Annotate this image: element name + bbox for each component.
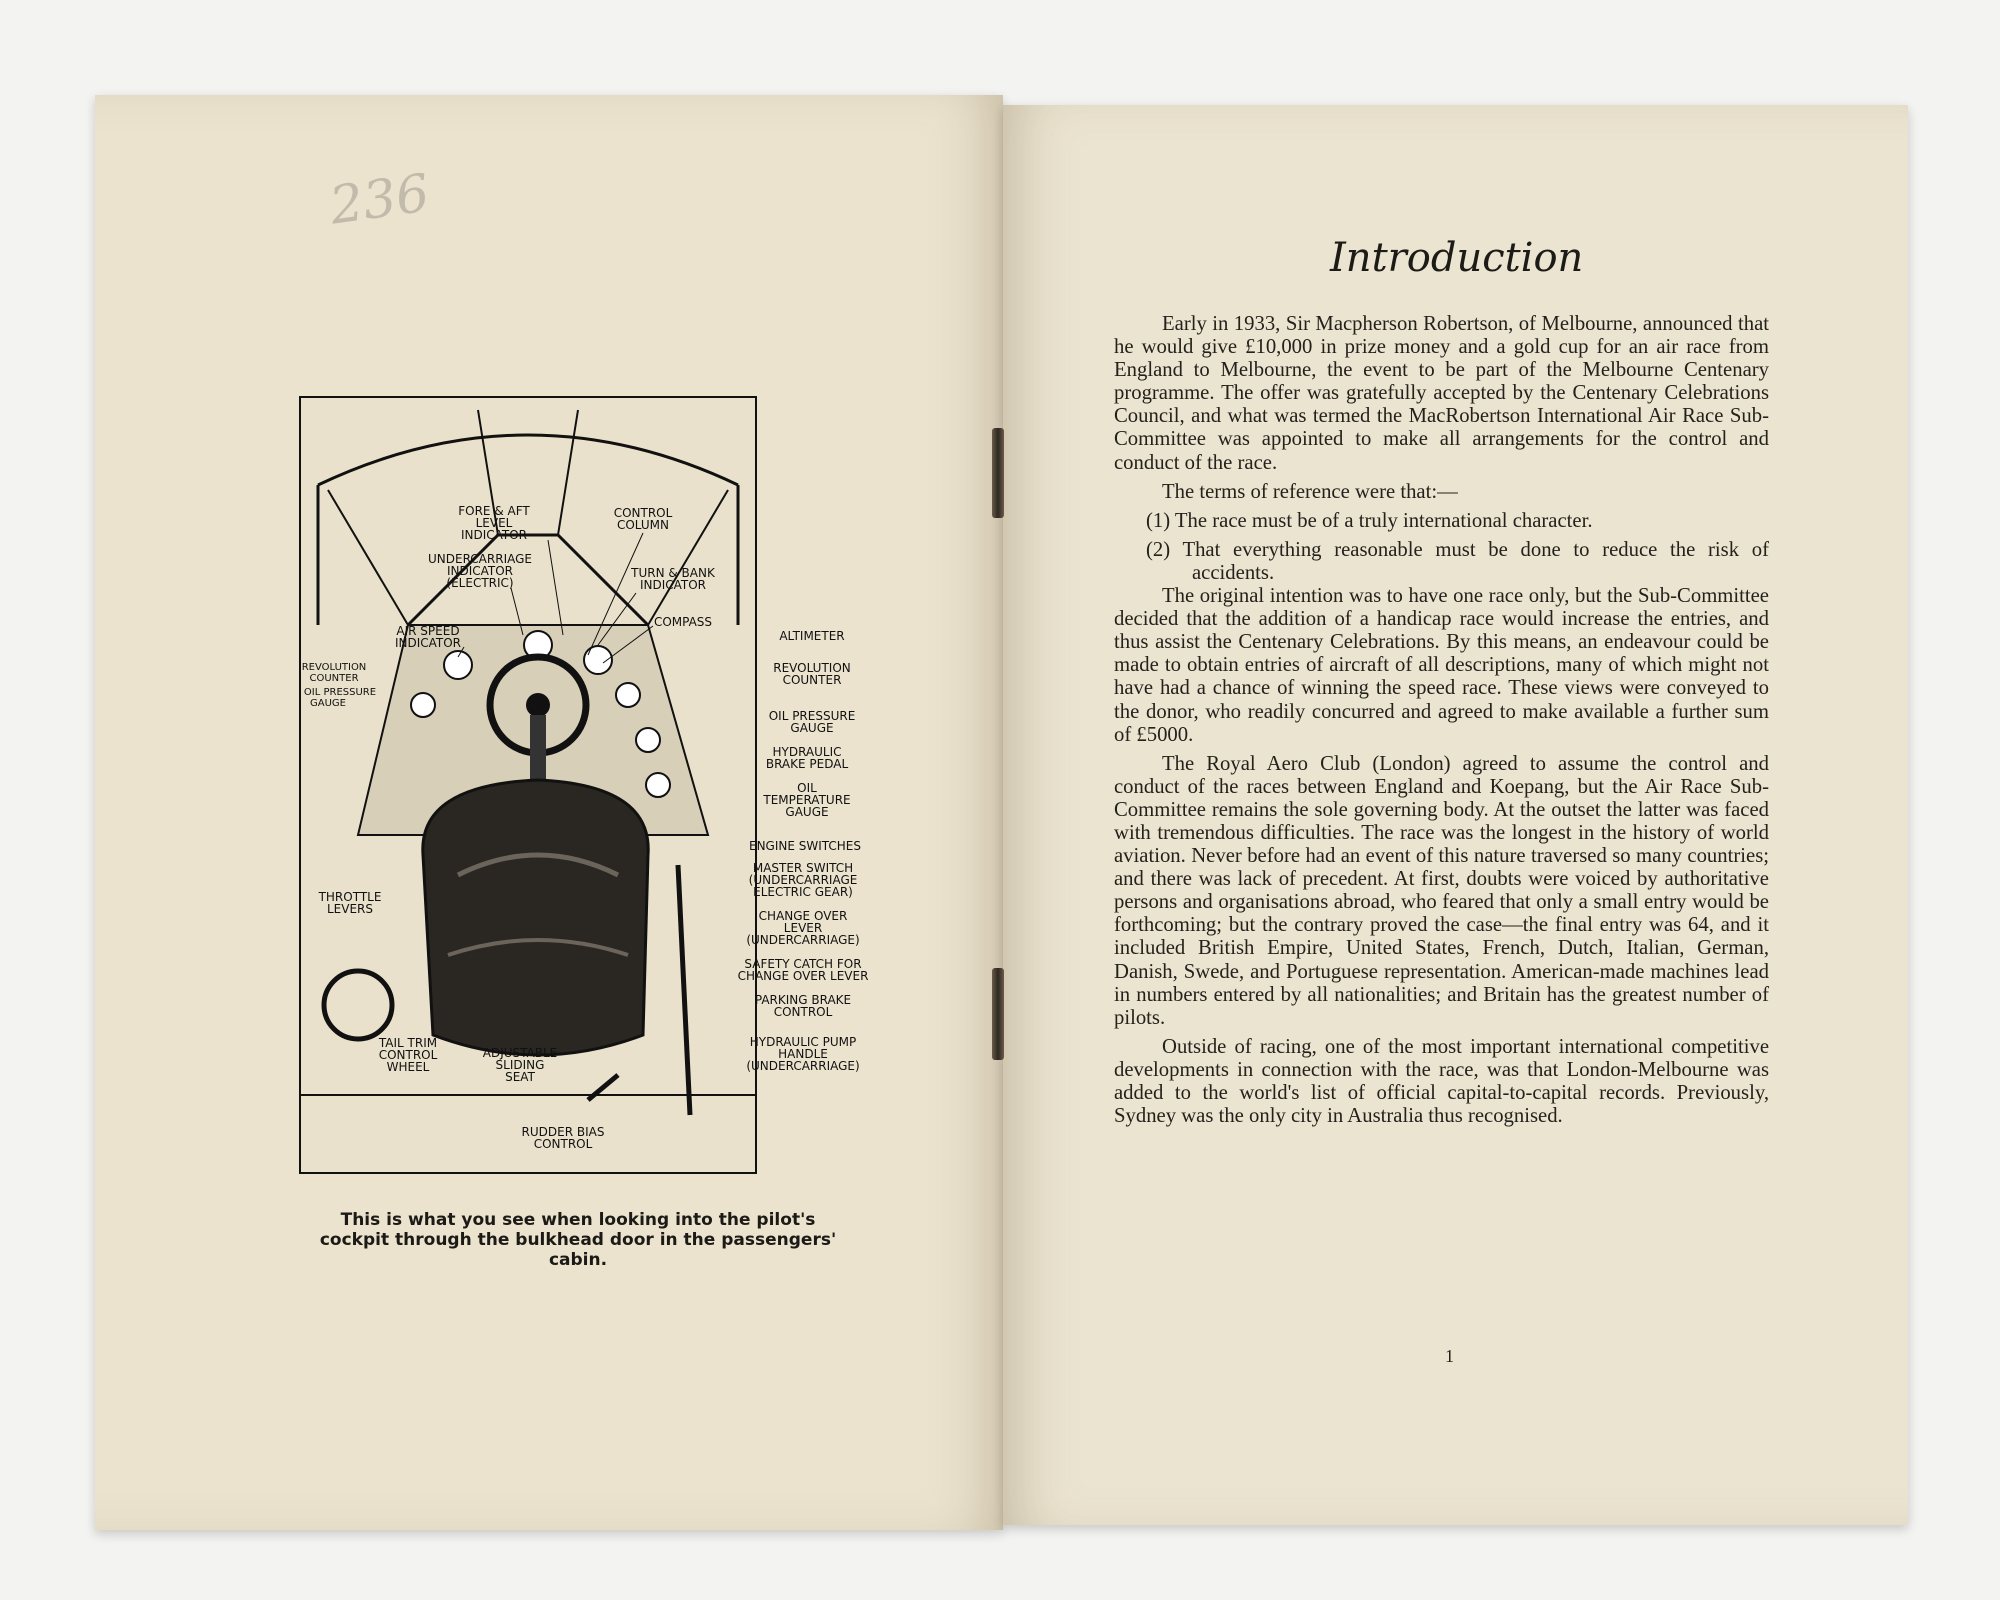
pencil-annotation: 236 <box>326 163 433 237</box>
fig-label: WHEEL <box>386 1060 430 1074</box>
fig-label: ELECTRIC GEAR) <box>753 885 853 899</box>
list-item: (2) That everything reasonable must be done to reduce the risk of accidents. <box>1146 538 1769 584</box>
fig-label: BRAKE PEDAL <box>765 757 849 771</box>
fig-label: FORE & AFT <box>458 504 530 518</box>
fig-label: LEVER <box>783 921 823 935</box>
fig-label: ENGINE SWITCHES <box>748 839 862 853</box>
paragraph: The Royal Aero Club (London) agreed to assume the control and conduct of the races between England and Koepang, but the Air Race Sub-Committee remains the sole governing body. At the outset the latter was faced with tremendous difficulties. The race was the longest in the history of world aviation. Never before had an event of this nature traversed so many countries; and there was lack of precedent. At first, doubts were voiced by authoritative persons and organisations abroad, who feared that only a small entry would be forthcoming; but the contrary proved the case—the final entry was 64, and it included British Empire, United States, French, Dutch, Italian, German, Danish, Swede, and Portuguese representation. American-made machines lead in numbers entered by all nationalities; and Britain has the greatest number of pilots. <box>1114 752 1769 1029</box>
fig-label: ADJUSTABLE <box>482 1046 558 1060</box>
fig-label: SEAT <box>505 1070 535 1084</box>
fig-label: COUNTER <box>309 673 359 684</box>
fig-label: CONTROL <box>613 506 673 520</box>
fig-label: CONTROL <box>773 1005 833 1019</box>
fig-label: CHANGE OVER <box>758 909 848 923</box>
fig-label: GAUGE <box>785 805 829 819</box>
fig-label: RUDDER BIAS <box>521 1125 605 1139</box>
fig-label: MASTER SWITCH <box>752 861 854 875</box>
fig-label: LEVERS <box>326 902 374 916</box>
page-number: 1 <box>1445 1346 1454 1366</box>
staple-bottom <box>992 968 1004 1060</box>
fig-label: CHANGE OVER LEVER <box>737 969 869 983</box>
paragraph: The terms of reference were that:— <box>1162 480 1458 503</box>
fig-label: TAIL TRIM <box>378 1036 438 1050</box>
fig-label: (UNDERCARRIAGE <box>748 873 858 887</box>
fig-label: OIL PRESSURE <box>303 687 377 698</box>
fig-label: OIL PRESSURE <box>768 709 856 723</box>
caption-line: cabin. <box>548 1250 608 1270</box>
fig-label: THROTTLE <box>318 890 382 904</box>
fig-label: INDICATOR <box>394 636 462 650</box>
fig-label: LEVEL <box>475 516 513 530</box>
fig-label: INDICATOR <box>639 578 707 592</box>
fig-label: (UNDERCARRIAGE) <box>746 933 860 947</box>
fig-label: COLUMN <box>616 518 670 532</box>
fig-label: CONTROL <box>378 1048 438 1062</box>
fig-label: (UNDERCARRIAGE) <box>746 1059 860 1073</box>
fig-label: COUNTER <box>782 673 842 687</box>
fig-label: TEMPERATURE <box>763 793 851 807</box>
fig-label: OIL <box>797 781 817 795</box>
caption-line: This is what you see when looking into the pilot's <box>340 1210 816 1230</box>
fig-label: HANDLE <box>778 1047 828 1061</box>
list-item: (1) The race must be of a truly international character. <box>1146 509 1593 532</box>
fig-label: SAFETY CATCH FOR <box>744 957 862 971</box>
fig-label: HYDRAULIC PUMP <box>749 1035 857 1049</box>
fig-label: TURN & BANK <box>631 566 715 580</box>
paragraph: The original intention was to have one race only, but the Sub-Committee decided that the addition of a handicap race would increase the entries, and thus assist the Centenary Celebrations. By this means, an endeavour could be made to obtain entries of aircraft of all descriptions, many of which might not have had a chance of winning the speed race. These views were conveyed to the donor, who readily concurred and agreed to make available a further sum of £5000. <box>1114 585 1769 746</box>
paragraph: Outside of racing, one of the most important international competitive developments in connection with the race, was that London-Melbourne was added to the world's list of official capital-to-capital records. Previously, Sydney was the only city in Australia thus recognised. <box>1114 1035 1769 1128</box>
caption-line: cockpit through the bulkhead door in the passengers' <box>319 1230 837 1250</box>
fig-label: REVOLUTION <box>301 662 367 673</box>
introduction-text <box>1114 313 1769 1128</box>
fig-label: INDICATOR <box>460 528 528 542</box>
fig-label: PARKING BRAKE <box>754 993 852 1007</box>
fig-label: GAUGE <box>790 721 834 735</box>
paragraph: Early in 1933, Sir Macpherson Robertson, of Melbourne, announced that he would give £10,000 in prize money and a gold cup for an air race from England to Melbourne, the event to be part of the Melbourne Centenary programme. The offer was gratefully accepted by the Centenary Celebrations Council, and what was termed the MacRobertson International Air Race Sub-Committee was appointed to make all arrangements for the control and conduct of the race. <box>1114 313 1769 474</box>
cockpit-labels-right <box>735 600 885 1120</box>
fig-label: COMPASS <box>653 615 713 629</box>
fig-label: UNDERCARRIAGE <box>427 552 533 566</box>
fig-label: INDICATOR <box>446 564 514 578</box>
fig-label: (ELECTRIC) <box>446 576 514 590</box>
staple-top <box>992 428 1004 518</box>
fig-label: REVOLUTION <box>773 661 851 675</box>
fig-label: GAUGE <box>310 698 346 709</box>
fig-label: ALTIMETER <box>779 629 845 643</box>
fig-label: CONTROL <box>533 1137 593 1151</box>
fig-label: SLIDING <box>495 1058 545 1072</box>
fig-label: AIR SPEED <box>396 624 460 638</box>
figure-caption <box>298 1210 858 1270</box>
fig-label: HYDRAULIC <box>772 745 842 759</box>
cockpit-illustration <box>298 395 758 1175</box>
page-title: Introduction <box>1330 235 1584 281</box>
